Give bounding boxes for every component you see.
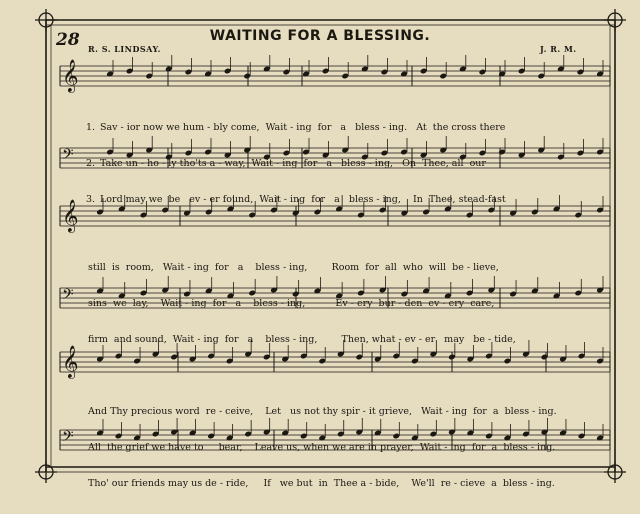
- lyricist-credit: R. S. LINDSAY.: [88, 44, 161, 54]
- treble-clef-icon: 𝄞: [62, 199, 79, 232]
- verse-line: sins we lay, Wait - ing for a bless - ing, Ev - ery bur - den ev - ery care,: [88, 298, 495, 309]
- page-number: 28: [56, 30, 80, 50]
- verse-line: Tho' our friends may us de - ride, If we but in Thee a - bide, We'll re - cieve a bless - ing.: [88, 478, 555, 489]
- system-1-verses: [86, 98, 506, 230]
- bass-clef-icon: 𝄢: [62, 286, 74, 307]
- verse-line: 2. Take un - ho - ly tho'ts a - way, Wait - ing for a bless - ing, On Thee, all our: [86, 158, 486, 169]
- system-3-verses: [88, 382, 557, 514]
- treble-clef-icon: 𝄞: [62, 59, 79, 92]
- composer-credit: J. R. M.: [540, 44, 577, 54]
- hymn-title: WAITING FOR A BLESSING.: [209, 28, 431, 44]
- treble-clef-icon: 𝄞: [62, 345, 79, 378]
- verse-line: And Thy precious word re - ceive, Let us not thy spir - it grieve, Wait - ing for a bless - ing.: [88, 406, 557, 417]
- verse-line: 1. Sav - ior now we hum - bly come, Wait - ing for a bless - ing. At the cross there: [86, 122, 506, 133]
- verse-line: All the grief we have to bear, Leave us, when we are in prayer, Wait - ing for a bless - ing.: [88, 442, 556, 453]
- verse-line: firm and sound, Wait - ing for a bless - ing, Then, what - ev - er may be - tide,: [88, 334, 516, 345]
- bass-clef-icon: 𝄢: [62, 428, 74, 449]
- bass-clef-icon: 𝄢: [62, 146, 74, 167]
- verse-line: still is room, Wait - ing for a bless - ing, Room for all who will be - lieve,: [88, 262, 499, 273]
- verse-line: 3. Lord may we be ev - er found, Wait - ing for a bless - ing, In Thee, stead-fast: [86, 194, 506, 205]
- system-2-verses: [88, 238, 516, 370]
